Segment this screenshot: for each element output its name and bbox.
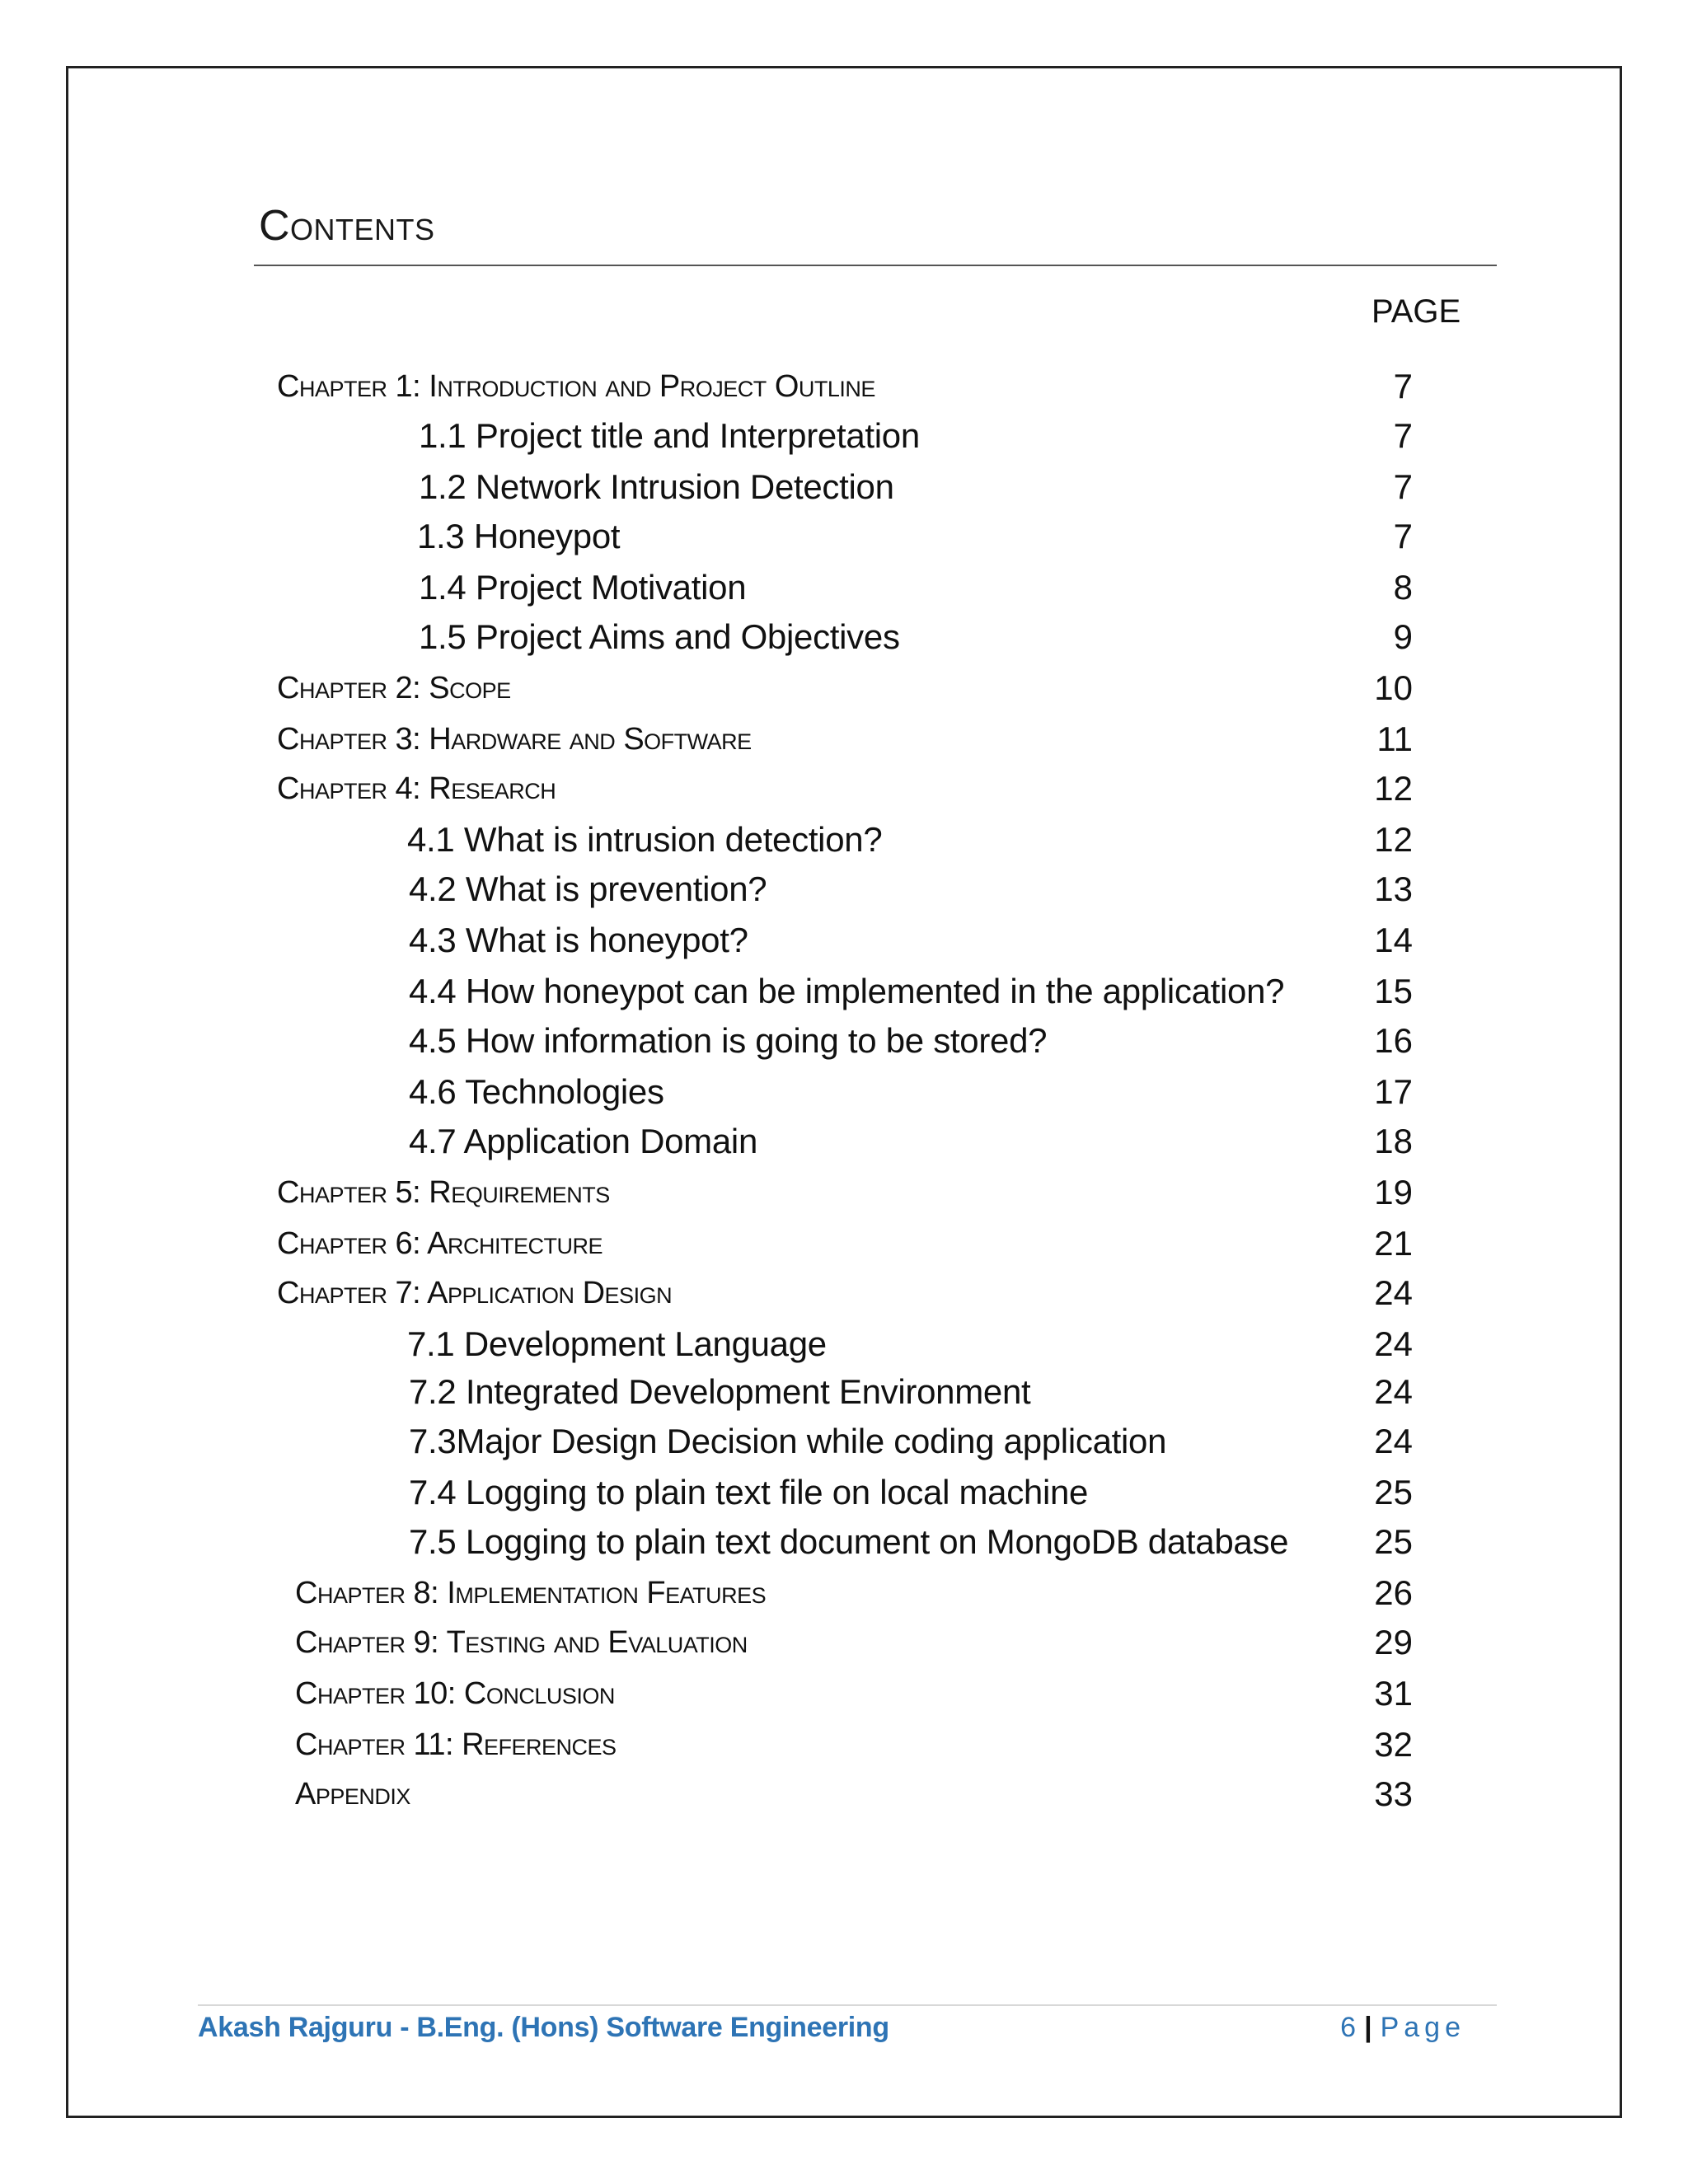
toc-section-row — [0, 1366, 1688, 1418]
toc-chapter-label: Appendix — [295, 1777, 410, 1811]
toc-chapter-label: Chapter 10: Conclusion — [295, 1676, 615, 1711]
toc-chapter-row — [0, 663, 1688, 714]
toc-section-label: 4.4 How honeypot can be implemented in the application? — [409, 972, 1285, 1010]
toc-chapter-label: Chapter 3: Hardware and Software — [277, 722, 752, 757]
toc-chapter-row — [0, 1769, 1688, 1820]
toc-section-label: 1.3 Honeypot — [417, 517, 621, 555]
toc-chapter-label: Chapter 4: Research — [277, 771, 556, 806]
toc-chapter-label: Chapter 11: References — [295, 1727, 617, 1762]
toc-page-number: 7 — [1393, 416, 1413, 455]
toc-chapter-label: Chapter 7: Application Design — [277, 1276, 673, 1310]
page-title: Contents — [259, 202, 435, 250]
toc-page-number: 19 — [1374, 1173, 1413, 1212]
toc-section-row — [0, 814, 1688, 865]
toc-section-label: 1.1 Project title and Interpretation — [419, 416, 920, 455]
toc-page-number: 12 — [1374, 769, 1413, 808]
toc-page-number: 11 — [1376, 719, 1413, 758]
toc-page-number: 12 — [1374, 820, 1413, 859]
toc-section-row — [0, 864, 1688, 915]
toc-page-number: 9 — [1393, 617, 1413, 656]
toc-section-label: 1.4 Project Motivation — [419, 568, 747, 607]
footer-page-number — [1340, 2008, 1465, 2047]
toc-section-row — [0, 612, 1688, 663]
toc-section-label: 7.5 Logging to plain text document on MongoDB database — [409, 1522, 1289, 1561]
toc-section-row — [0, 1116, 1688, 1167]
toc-chapter-row — [0, 1719, 1688, 1770]
toc-page-number: 26 — [1374, 1573, 1413, 1612]
toc-section-label: 1.2 Network Intrusion Detection — [419, 467, 894, 506]
toc-section-row — [0, 1516, 1688, 1568]
toc-section-label: 7.3Major Design Decision while coding application — [409, 1422, 1167, 1460]
toc-section-row — [0, 1066, 1688, 1118]
toc-chapter-label: Chapter 9: Testing and Evaluation — [295, 1625, 748, 1660]
toc-chapter-label: Chapter 5: Requirements — [277, 1175, 610, 1210]
toc-section-label: 4.3 What is honeypot? — [409, 921, 748, 959]
toc-section-label: 4.2 What is prevention? — [409, 869, 767, 908]
toc-page-number: 7 — [1393, 517, 1413, 555]
toc-page-number: 29 — [1374, 1623, 1413, 1661]
toc-section-label: 7.1 Development Language — [407, 1324, 827, 1363]
toc-chapter-row — [0, 1568, 1688, 1619]
toc-page-number: 14 — [1374, 921, 1413, 959]
toc-page-number: 8 — [1393, 568, 1413, 607]
toc-section-row — [0, 1319, 1688, 1370]
toc-section-row — [0, 915, 1688, 966]
toc-page-number: 24 — [1374, 1324, 1413, 1363]
toc-section-row — [0, 1015, 1688, 1066]
toc-section-label: 7.4 Logging to plain text file on local machine — [409, 1473, 1089, 1511]
toc-section-row — [0, 562, 1688, 613]
toc-page-number: 21 — [1374, 1224, 1413, 1263]
toc-chapter-label: Chapter 8: Implementation Features — [295, 1576, 767, 1610]
toc-section-row — [0, 1467, 1688, 1518]
toc-chapter-row — [0, 1268, 1688, 1319]
footer-separator: | — [1364, 2012, 1372, 2043]
toc-chapter-label: Chapter 1: Introduction and Project Outline — [277, 369, 875, 404]
footer-page-num: 6 — [1340, 2012, 1357, 2043]
page-column-header: PAGE — [1372, 293, 1461, 330]
toc-page-number: 25 — [1374, 1473, 1413, 1511]
toc-section-label: 4.7 Application Domain — [409, 1122, 757, 1160]
footer-divider — [198, 2004, 1497, 2006]
toc-chapter-row — [0, 763, 1688, 814]
toc-section-row — [0, 462, 1688, 513]
toc-chapter-row — [0, 361, 1688, 412]
toc-page-number: 33 — [1374, 1774, 1413, 1813]
toc-chapter-label: Chapter 6: Architecture — [277, 1226, 603, 1261]
toc-page-number: 25 — [1374, 1522, 1413, 1561]
toc-chapter-row — [0, 1617, 1688, 1668]
toc-chapter-row — [0, 1668, 1688, 1719]
toc-page-number: 32 — [1374, 1725, 1413, 1764]
toc-section-row — [0, 410, 1688, 462]
toc-page-number: 24 — [1374, 1372, 1413, 1411]
toc-page-number: 15 — [1374, 972, 1413, 1010]
toc-section-row — [0, 1416, 1688, 1467]
toc-section-row — [0, 966, 1688, 1017]
toc-chapter-label: Chapter 2: Scope — [277, 671, 511, 705]
title-underline — [254, 265, 1497, 266]
toc-chapter-row — [0, 1218, 1688, 1269]
toc-page-number: 10 — [1374, 668, 1413, 707]
toc-page-number: 13 — [1374, 869, 1413, 908]
toc-section-label: 7.2 Integrated Development Environment — [409, 1372, 1031, 1411]
toc-chapter-row — [0, 1167, 1688, 1218]
toc-page-number: 7 — [1393, 467, 1413, 506]
toc-chapter-row — [0, 714, 1688, 765]
toc-page-number: 24 — [1374, 1273, 1413, 1312]
footer-page-word: Page — [1380, 2012, 1465, 2043]
toc-section-label: 4.6 Technologies — [409, 1072, 664, 1111]
footer-author: Akash Rajguru - B.Eng. (Hons) Software Engineering — [198, 2012, 889, 2043]
toc-page-number: 24 — [1374, 1422, 1413, 1460]
toc-page-number: 17 — [1374, 1072, 1413, 1111]
toc-page-number: 31 — [1374, 1674, 1413, 1713]
toc-section-label: 1.5 Project Aims and Objectives — [419, 617, 900, 656]
toc-section-label: 4.5 How information is going to be stored? — [409, 1021, 1048, 1060]
toc-page-number: 16 — [1374, 1021, 1413, 1060]
toc-section-row — [0, 511, 1688, 562]
toc-page-number: 18 — [1374, 1122, 1413, 1160]
toc-page-number: 7 — [1393, 367, 1413, 405]
toc-section-label: 4.1 What is intrusion detection? — [407, 820, 883, 859]
